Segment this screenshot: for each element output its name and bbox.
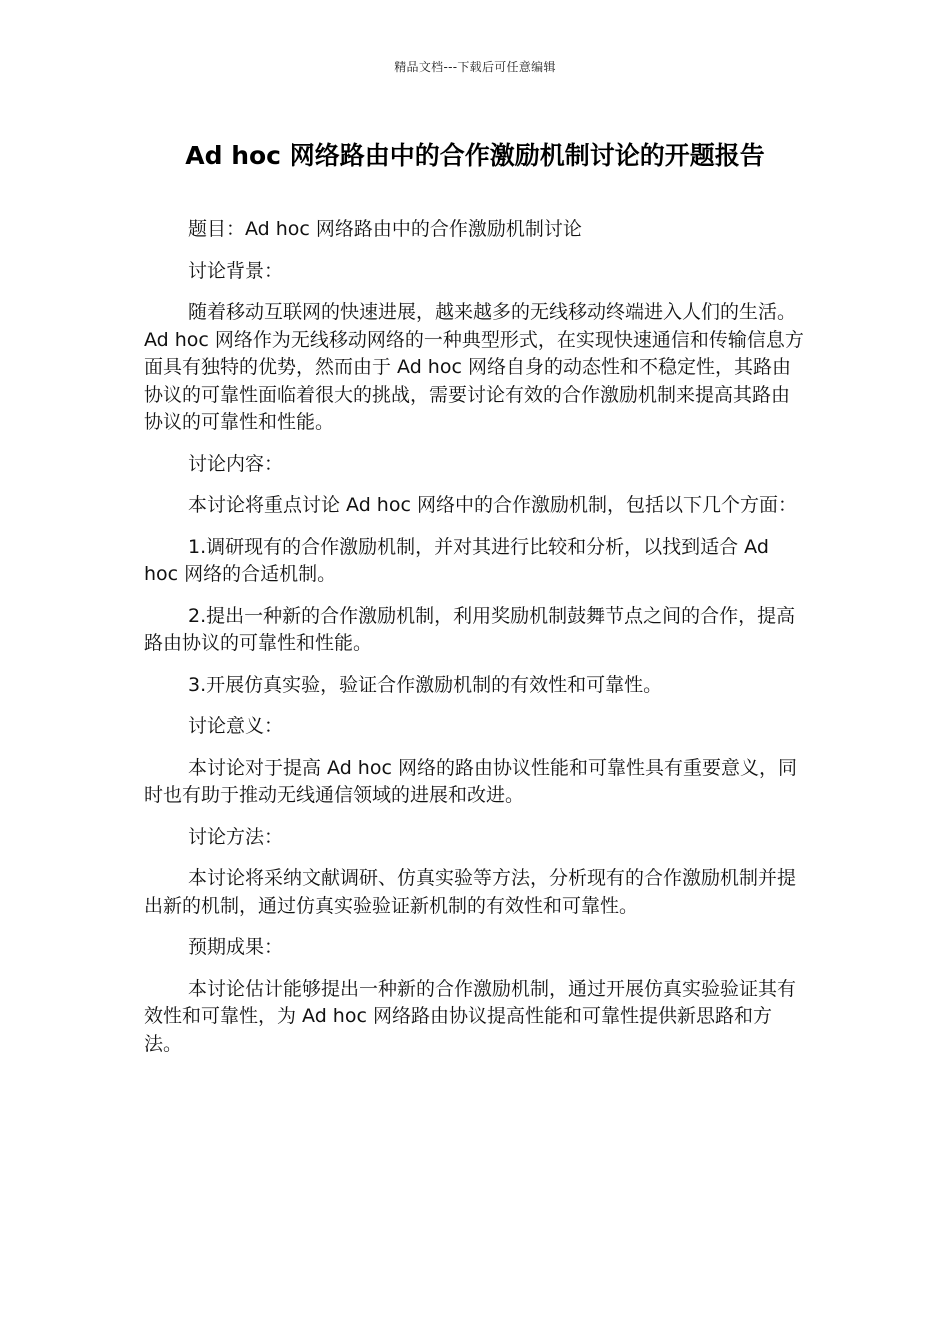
page-header: 精品文档---下载后可任意编辑 <box>394 60 556 74</box>
content-intro-paragraph: 本讨论将重点讨论 Ad hoc 网络中的合作激励机制，包括以下几个方面： <box>188 494 797 516</box>
section-heading-background: 讨论背景： <box>188 259 284 282</box>
section-heading-method: 讨论方法： <box>188 825 284 848</box>
significance-paragraph: 本讨论对于提高 Ad hoc 网络的路由协议性能和可靠性具有重要意义，同时也有助于推动无线通信领域的进展和改进。 <box>144 756 797 806</box>
section-heading-content: 讨论内容： <box>188 452 284 475</box>
section-heading-significance: 讨论意义： <box>188 715 284 737</box>
topic-line: 题目：Ad hoc 网络路由中的合作激励机制讨论 <box>188 218 582 240</box>
content-item-2: 2.提出一种新的合作激励机制，利用奖励机制鼓舞节点之间的合作，提高路由协议的可靠性和性能。 <box>144 604 796 654</box>
document-title: Ad hoc 网络路由中的合作激励机制讨论的开题报告 <box>185 141 765 170</box>
content-item-3: 3.开展仿真实验，验证合作激励机制的有效性和可靠性。 <box>188 673 663 696</box>
method-paragraph: 本讨论将采纳文献调研、仿真实验等方法，分析现有的合作激励机制并提出新的机制，通过仿真实验验证新机制的有效性和可靠性。 <box>144 867 797 917</box>
background-paragraph: 随着移动互联网的快速进展，越来越多的无线移动终端进入人们的生活。Ad hoc 网络作为无线移动网络的一种典型形式，在实现快速通信和传输信息方面具有独特的优势，然而由于 Ad hoc 网络自身的动态性和不稳定性，其路由协议的可靠性面临着很大的挑战，需要讨论有效的合作激励机制来提高其路由协议的可靠性和性能。 <box>144 301 804 433</box>
section-heading-outcome: 预期成果： <box>188 936 284 958</box>
outcome-paragraph: 本讨论估计能够提出一种新的合作激励机制，通过开展仿真实验验证其有效性和可靠性，为 Ad hoc 网络路由协议提高性能和可靠性提供新思路和方法。 <box>144 977 797 1055</box>
content-item-1: 1.调研现有的合作激励机制，并对其进行比较和分析，以找到适合 Ad hoc 网络的合适机制。 <box>144 535 769 585</box>
document-body <box>144 216 808 1072</box>
